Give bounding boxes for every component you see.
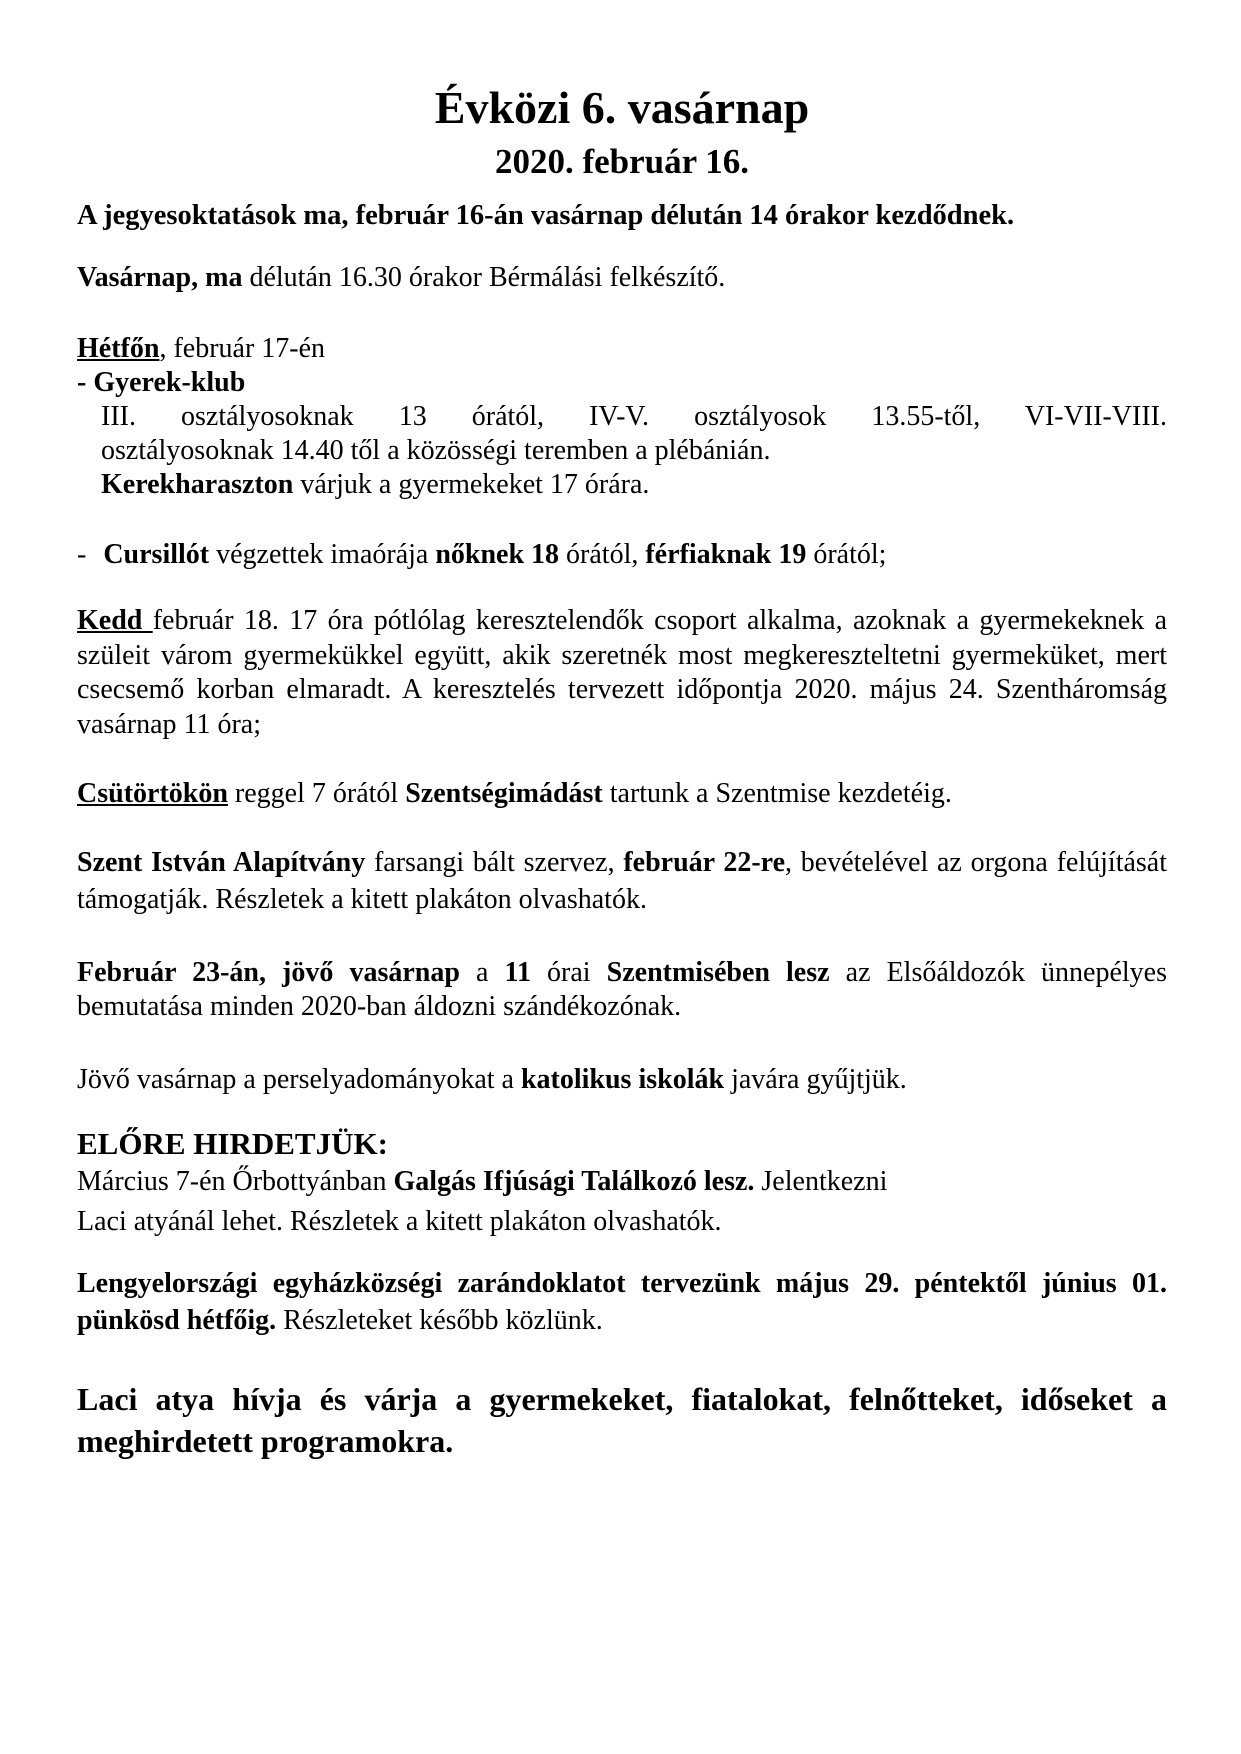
csutortok-text: tartunk a Szentmise kezdetéig. — [602, 778, 952, 809]
hetfo-day: Hétfőn — [77, 333, 160, 364]
bermalas-text: délután 16.30 órakor Bérmálási felkészítő. — [242, 262, 726, 293]
persely-text: javára gyűjtjük. — [724, 1064, 907, 1095]
galga-start: Március 7-én Őrbottyánban — [77, 1166, 394, 1197]
farsang-org: Szent István Alapítvány — [77, 847, 366, 878]
elsoaldozok-mass: Szentmisében lesz — [606, 957, 830, 988]
lengyel-bold: Lengyelországi egyházközségi zarándoklatot tervezünk május 29. péntektől június 01. pünkösd hétfőig. — [77, 1268, 1167, 1336]
bermalas-bold: Vasárnap, ma — [77, 262, 243, 293]
galga-line1 — [77, 1163, 1167, 1201]
farsang-date: február 22-re — [623, 847, 786, 878]
elsoaldozok-date: Február 23-án, jövő vasárnap — [77, 957, 460, 988]
gyerek-klub-classes-line2: osztályosoknak 14.40 től a közösségi teremben a plébánián. — [101, 435, 771, 466]
galga-bold: Galgás Ifjúsági Találkozó lesz. — [393, 1166, 755, 1197]
cursillo-dash: - — [77, 539, 94, 570]
persely-bold: katolikus iskolák — [520, 1064, 725, 1095]
notice-csutortok — [77, 775, 1167, 813]
elsoaldozok-hour: 11 — [504, 957, 531, 988]
noknek-text: órától, — [559, 539, 646, 570]
gyerek-klub-title: - Gyerek-klub — [77, 367, 246, 398]
kerekharaszt-line — [77, 466, 1167, 504]
galga-line2: Laci atyánál lehet. Részletek a kitett plakáton olvashatók. — [77, 1206, 722, 1237]
noknek-bold: nőknek 18 — [435, 539, 560, 570]
kerekharaszt-text: várjuk a gyermekeket 17 órára. — [293, 469, 650, 500]
csutortok-day: Csütörtökön — [77, 778, 228, 809]
elsoaldozok-mid2: órai — [530, 957, 607, 988]
closing-message: Laci atya hívja és várja a gyermekeket, fiatalokat, felnőtteket, időseket a meghirdetett programokra. — [77, 1381, 1167, 1459]
cursillo-bold: Cursillót — [103, 539, 210, 570]
advance-heading: ELŐRE HIRDETJÜK: — [77, 1126, 388, 1161]
kedd-day: Kedd — [77, 605, 153, 636]
notice-hetfo-heading — [77, 330, 1167, 368]
csutortok-bold: Szentségimádást — [405, 778, 603, 809]
hetfo-date: , február 17-én — [159, 333, 326, 364]
cursillo-line — [77, 536, 1167, 574]
notice-farsang — [77, 844, 1167, 918]
ferfiaknak-text: órától; — [806, 539, 887, 570]
persely-start: Jövő vasárnap a perselyadományokat a — [77, 1064, 521, 1095]
gyerek-klub-classes-line1: III. osztályosoknak 13 órától, IV-V. osztályosok 13.55-től, VI-VII-VIII. — [101, 401, 1167, 432]
notice-lengyel — [77, 1265, 1167, 1339]
farsang-text: , bevételével az orgona felújítását támogatják. Részletek a kitett plakáton olvashatók. — [77, 847, 1167, 915]
lengyel-text: Részleteket később közlünk. — [276, 1305, 603, 1336]
notice-elsoaldozok — [77, 956, 1167, 1024]
ferfiaknak-bold: férfiaknak 19 — [645, 539, 807, 570]
kedd-text: február 18. 17 óra pótlólag keresztelendők csoport alkalma, azoknak a gyermekeknek a szüleit várom gyermekükkel együtt, akik szeretnék most megkereszteltetni gyermeküket, mert csecsemő korban elmaradt. A keresztelés tervezett időpontja 2020. május 24. Szentháromság vasárnap 11 óra; — [77, 605, 1167, 740]
page-date: 2020. február 16. — [494, 142, 750, 181]
cursillo-mid: végzettek imaórája — [209, 539, 436, 570]
notice-bermalas — [77, 259, 1167, 297]
csutortok-mid: reggel 7 órától — [227, 778, 406, 809]
elsoaldozok-text: az Elsőáldozók ünnepélyes bemutatása minden 2020-ban áldozni szándékozónak. — [77, 957, 1168, 1022]
kerekharaszt-bold: Kerekharaszton — [101, 469, 294, 500]
notice-persely — [77, 1061, 1167, 1099]
galga-text: Jelentkezni — [754, 1166, 888, 1197]
page-title: Évközi 6. vasárnap — [434, 82, 810, 133]
notice-jegyesoktatas: A jegyesoktatások ma, február 16-án vasárnap délután 14 órakor kezdődnek. — [77, 200, 1015, 231]
notice-kedd — [77, 604, 1167, 742]
elsoaldozok-mid1: a — [459, 957, 505, 988]
farsang-mid: farsangi bált szervez, — [365, 847, 624, 878]
